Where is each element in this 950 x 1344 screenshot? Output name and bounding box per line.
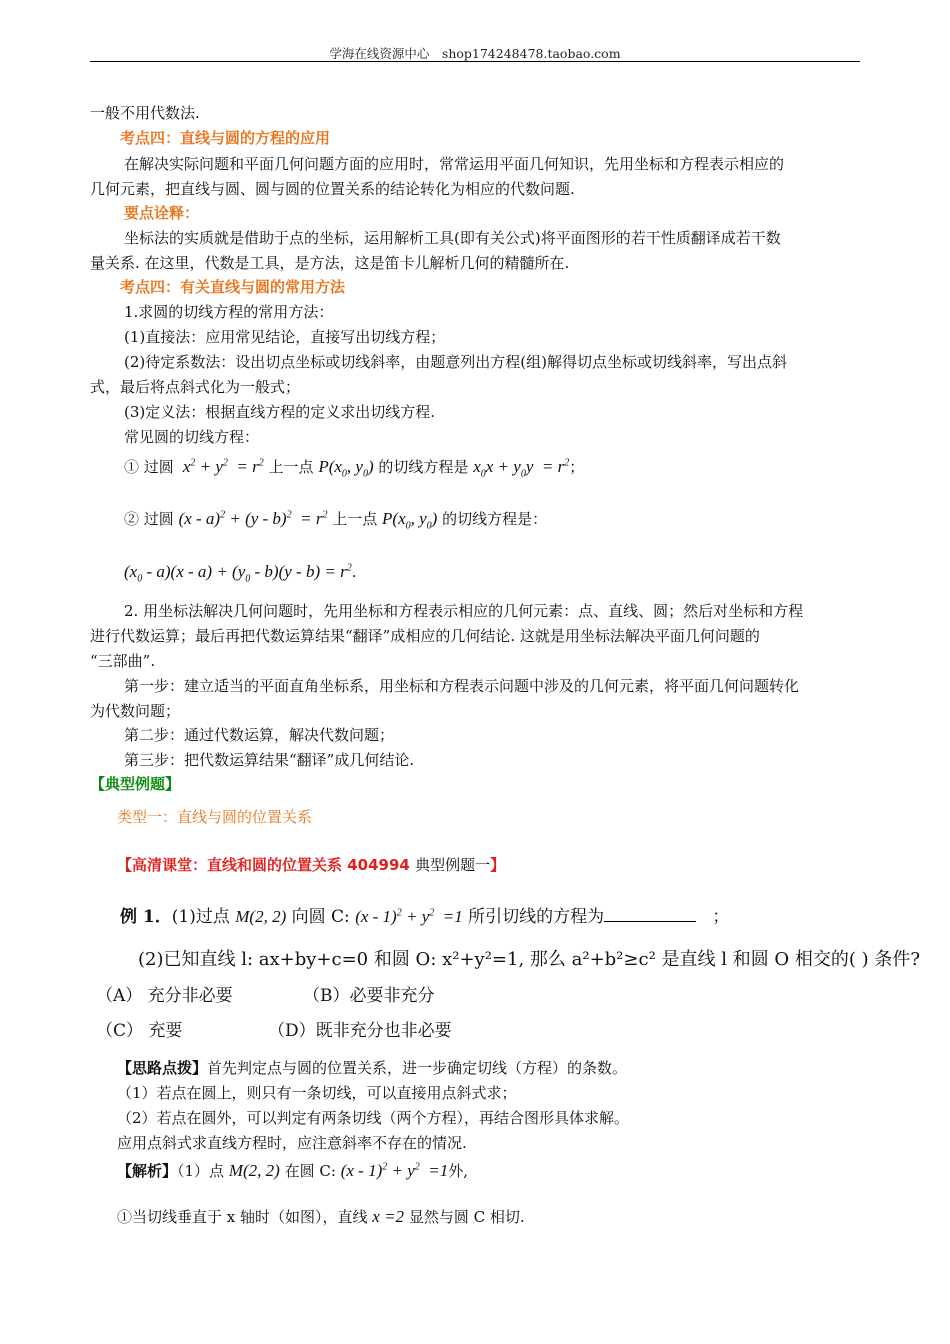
type-heading: 类型一：直线与圆的位置关系 (117, 808, 313, 826)
solution-label: 【解析】 (117, 1162, 178, 1180)
formula-label: ① 过圆 (124, 458, 174, 476)
header-rule (90, 61, 860, 62)
tangent-equation-2: $(x_0 - a)(x - a) + (y_0 - b)(y - b) = r^2$. (124, 562, 357, 585)
formula-label: ② 过圆 (124, 510, 174, 528)
text-line: 常见圆的切线方程： (124, 428, 260, 446)
example-1-part-1: 例 1．(1)过点 M(2, 2) 向圆 C: $(x - 1)^2 + y^2 =1$ 所引切线的方程为 ； (120, 907, 730, 927)
text-line: 第三步：把代数运算结果“翻译”成几何结论. (124, 751, 415, 769)
key-points-heading: 要点诠释： (124, 204, 200, 222)
text-line: (3)定义法：根据直线方程的定义求出切线方程. (124, 403, 436, 421)
point-m: M(2, 2) (228, 1161, 280, 1180)
text-line: 一般不用代数法. (90, 104, 200, 122)
text-line: 应用点斜式求直线方程时，应注意斜率不存在的情况. (117, 1134, 467, 1152)
text-line: 量关系. 在这里，代数是工具，是方法，这是笛卡儿解析几何的精髓所在. (90, 254, 570, 272)
formula-text: 上一点 (332, 510, 378, 528)
section-heading: 考点四：直线与圆的方程的应用 (120, 129, 331, 147)
circle-equation: $x^2 + y^2 = r^2$ (178, 457, 264, 476)
point-notation: $P(x_0$, $y_0$) (318, 457, 374, 480)
text-line: 第二步：通过代数运算，解决代数问题； (124, 726, 395, 744)
point-notation: $P(x_0$, $y_0$) (382, 509, 438, 532)
option-b: （B）必要非充分 (303, 986, 435, 1006)
option-a: （A） 充分非必要 (96, 986, 233, 1006)
section-heading: 考点四：有关直线与圆的常用方法 (120, 278, 346, 296)
hint-line: 【思路点拨】首先判定点与圆的位置关系，进一步确定切线（方程）的条数。 (117, 1059, 628, 1077)
text-line: （1）若点在圆上，则只有一条切线，可以直接用点斜式求； (117, 1084, 517, 1102)
classroom-title: 【高清课堂：直线和圆的位置关系 404994 (117, 856, 416, 874)
example-1-part-2: (2)已知直线 l: ax+by+c=0 和圆 O: x²+y²=1, 那么 a²+b²≥c² 是直线 l 和圆 O 相交的( ) 条件? (138, 949, 921, 970)
circle-c-equation: $(x - 1)^2 + y^2 =1$ (355, 907, 463, 926)
text-line: 1.求圆的切线方程的常用方法： (124, 303, 334, 321)
text-line: 进行代数运算；最后再把代数运算结果“翻译”成相应的几何结论. 这就是用坐标法解决平面几何问题的 (90, 627, 760, 645)
text-line: 式，最后将点斜式化为一般式； (90, 378, 301, 396)
formula-text: 的切线方程是 (378, 458, 469, 476)
classroom-subtitle: 典型例题一 (415, 856, 491, 874)
formula-line-1: ① 过圆 $x^2 + y^2 = r^2$ 上一点 $P(x_0$, $y_0$) 的切线方程是 $x_0x + y_0y = r^2$； (124, 457, 585, 480)
text-line: 在解决实际问题和平面几何问题方面的应用时，常常运用平面几何知识，先用坐标和方程表示相应的 (124, 155, 785, 173)
text-line: （2）若点在圆外，可以判定有两条切线（两个方程），再结合图形具体求解。 (117, 1109, 630, 1127)
option-d: （D）既非充分也非必要 (268, 1021, 452, 1041)
examples-heading: 【典型例题】 (90, 775, 181, 793)
hint-label: 【思路点拨】 (117, 1059, 208, 1077)
text-line: 坐标法的实质就是借助于点的坐标，运用解析工具(即有关公式)将平面图形的若干性质翻译成若干数 (124, 229, 781, 247)
formula-text: 的切线方程是： (442, 510, 548, 528)
example-label: 例 1． (120, 907, 172, 927)
line-equation: x =2 (372, 1207, 405, 1226)
page-header: 学海在线资源中心 shop174248478.taobao.com (329, 46, 621, 61)
circle-c-equation: $(x - 1)^2 + y^2 =1$ (340, 1161, 449, 1180)
formula-text: 上一点 (268, 458, 314, 476)
text-line: “三部曲”. (90, 652, 156, 670)
text-line: 为代数问题； (90, 702, 181, 720)
answer-blank[interactable] (604, 907, 696, 922)
text-line: 几何元素，把直线与圆、圆与圆的位置关系的结论转化为相应的代数问题. (90, 180, 575, 198)
circle-equation: $(x - a)^2 + (y - b)^2 = r^2$ (178, 509, 328, 528)
classroom-bracket: 】 (490, 856, 506, 874)
classroom-reference (117, 856, 505, 874)
solution-step-1: ①当切线垂直于 x 轴时（如图），直线 x =2 显然与圆 C 相切. (117, 1207, 525, 1226)
option-c: （C） 充要 (96, 1021, 183, 1041)
text-line: (1)直接法：应用常见结论，直接写出切线方程； (124, 328, 446, 346)
tangent-equation: $x_0x + y_0y = r^2$ (473, 457, 570, 480)
point-m: M(2, 2) (235, 907, 287, 926)
text-line: 第一步：建立适当的平面直角坐标系，用坐标和方程表示问题中涉及的几何元素，将平面几何问题转化 (124, 677, 800, 695)
text-line: (2)待定系数法：设出切点坐标或切线斜率，由题意列出方程(组)解得切点坐标或切线斜率，写出点斜 (124, 353, 787, 371)
solution-line: 【解析】（1）点 M(2, 2) 在圆 C: $(x - 1)^2 + y^2 =1$外, (117, 1161, 469, 1180)
formula-line-2 (124, 509, 548, 532)
text-line: 2. 用坐标法解决几何问题时，先用坐标和方程表示相应的几何元素：点、直线、圆；然后对坐标和方程 (124, 602, 804, 620)
